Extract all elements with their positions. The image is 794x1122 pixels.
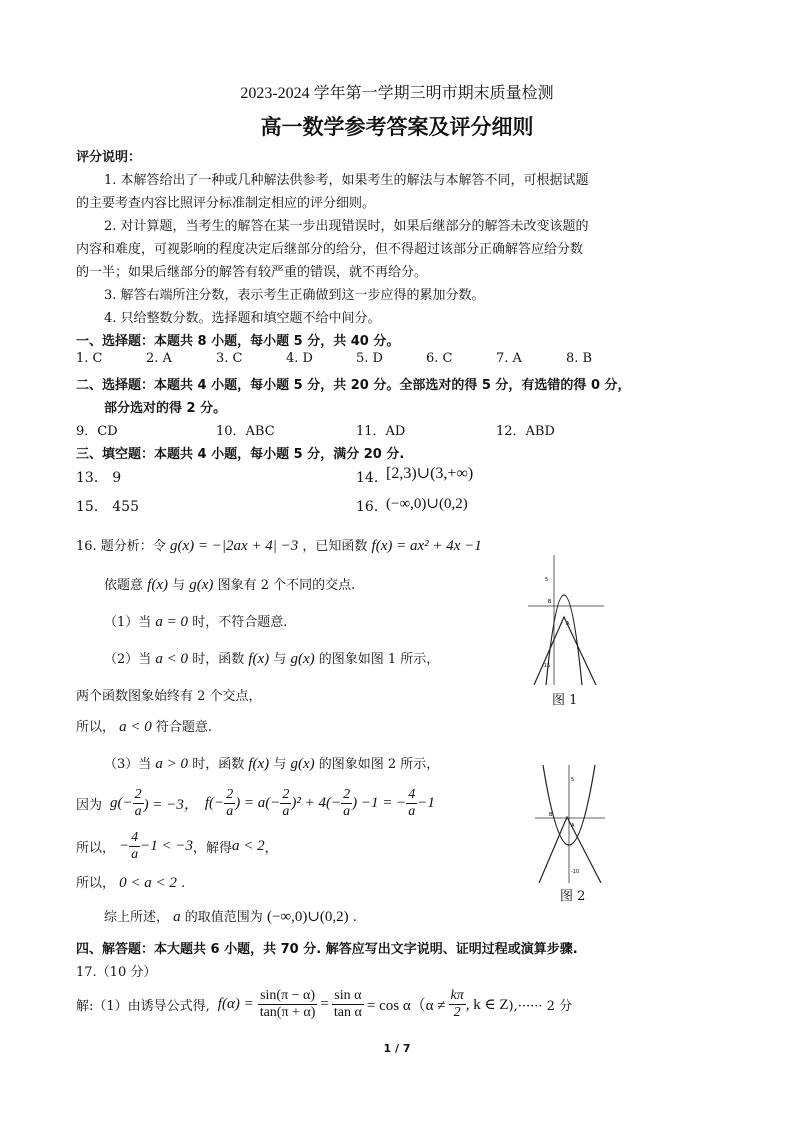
denominator: a [226,803,234,819]
text: （2）当 [104,652,152,667]
f-symbol: f(x) [248,756,270,772]
fraction-k-pi-over-2 [449,988,466,1021]
denominator: a [282,803,290,819]
note-1-line-b: 的主要考查内容比照评分标准制定相应的评分细则。 [76,196,376,211]
math: )² + 4(− [291,794,342,811]
math: ) = a(− [235,794,281,811]
q17-solution-line [76,982,572,1026]
answer-4: 4. D [286,351,313,366]
fraction-2-over-a [341,787,352,820]
denominator: a [408,803,416,819]
fraction-2-over-a [280,787,291,820]
because-line [76,783,435,823]
answer-3: 3. C [216,351,243,366]
numerator: 2 [134,786,142,802]
answer-14-label: 14． [356,470,388,486]
text: 符合题意. [155,720,213,735]
note-4: 4. 只给整数分数。选择题和填空题不给中间分。 [104,311,381,326]
text: 依题意 [104,578,144,593]
text: （3）当 [104,757,152,772]
math: a < 2 [232,837,265,854]
figure-2-graph [535,765,605,883]
text: 图象有 2 个不同的交点. [217,578,356,593]
answer-7: 7. A [496,351,522,366]
text: ，解得 [193,840,233,856]
note-2-line-c: 的一半；如果后继部分的解答有较严重的错误，就不再给分。 [76,265,428,280]
numerator: sin α [332,988,364,1005]
answer-15: 15． 455 [76,499,139,515]
answer-12: 12．ABD [496,424,555,439]
so-line-2 [76,872,185,892]
analysis-intro [76,535,482,555]
tick-label: 5 [545,577,549,583]
condition: a > 0 [155,756,189,772]
numerator: 2 [226,786,234,802]
point-label: B [549,812,553,818]
math: − [119,837,130,854]
v-shaped-curve [534,617,596,685]
text: 与 [273,652,287,667]
tick-label: 5 [571,777,575,783]
text: 的图象如图 1 所示， [318,652,440,667]
so-line-1 [76,826,278,866]
text: 时，不符合题意. [192,615,288,630]
numerator: kπ [450,987,464,1003]
point-label: A [566,621,570,627]
answer-9: 9．CD [76,424,118,439]
fraction-2-over-a [224,787,235,820]
condition: a < 0 [119,719,152,735]
math: f(α) = [217,995,254,1012]
exam-title: 2023-2024 学年第一学期三明市期末质量检测 [240,85,554,102]
answer-8: 8. B [566,351,593,366]
text: 与 [273,757,287,772]
answer-16: (−∞,0)∪(0,2) [386,496,468,512]
section-2-heading-b: 部分选对的得 2 分。 [104,401,227,416]
case-2 [104,648,439,668]
text: 与 [172,578,186,593]
case-2-line-2: 两个函数图象始终有 2 个交点， [76,689,262,704]
denominator: a [134,803,142,819]
figure-2-caption: 图 2 [560,889,586,904]
text: 的图象如图 2 所示， [318,757,440,772]
fraction-sin-over-tan [258,988,318,1021]
text: . [352,910,357,925]
math: , k ∈ Z [465,996,509,1013]
numerator: 2 [343,786,351,802]
numerator: sin(π − α) [258,988,318,1005]
math: a [173,909,181,925]
section-3-heading: 三、填空题：本题共 4 小题，每小题 5 分，满分 20 分. [76,447,405,462]
math: −1 < −3 [140,837,194,854]
figure-1-caption: 图 1 [552,693,578,708]
math: g(− [110,794,133,811]
math: (−∞,0)∪(0,2) [266,909,349,925]
g-symbol: g(x) [290,756,315,772]
math: = [320,995,329,1012]
answer-1: 1. C [76,351,103,366]
denominator: a [343,803,351,819]
page-number: 1 / 7 [383,1042,411,1055]
figure-1-graph [528,555,604,685]
f-symbol: f(x) [248,651,270,667]
answer-16-label: 16． [356,499,388,515]
notes-heading: 评分说明： [76,150,142,165]
math: ) = −3， [143,796,199,813]
note-1-line-a: 1. 本解答给出了一种或几种解法供参考，如果考生的解法与本解答不同，可根据试题 [104,173,589,188]
tick-label: -15 [542,663,551,669]
math: f(− [204,794,225,811]
denominator: tan(π + α) [259,1004,316,1020]
tick-label: -10 [571,869,580,875]
text: . [181,876,186,891]
text: 综上所述， [104,910,170,925]
analysis-intro-text-2: ，已知函数 [302,539,368,554]
math: 0 < a < 2 [119,875,177,891]
note-2-line-b: 内容和难度，可视影响的程度决定后继部分的给分，但不得超过该部分正确解答应给分数 [76,242,584,257]
g-symbol: g(x) [290,651,315,667]
answer-13: 13． 9 [76,470,122,486]
f-symbol: f(x) [147,577,168,593]
fraction-sin-over-tan-simplified [332,988,364,1021]
fraction-4-over-a [406,787,417,820]
f-function-definition: f(x) = ax² + 4x −1 [371,538,482,554]
analysis-intro-text: 16. 题分析：令 [76,539,166,554]
case-3 [104,753,439,773]
document-title: 高一数学参考答案及评分细则 [260,115,534,139]
fraction-2-over-a [133,787,144,820]
point-label: B [548,599,552,605]
v-shaped-curve [539,817,601,883]
question-17-title: 17.（10 分） [76,965,157,980]
note-3: 3. 解答右端所注分数，表示考生正确做到这一步应得的累加分数。 [104,288,485,303]
text: 时，函数 [192,652,245,667]
section-4-heading: 四、解答题：本大题共 6 小题，共 70 分. 解答应写出文字说明、证明过程或演算步骤. [76,942,578,957]
condition: a < 0 [155,651,189,667]
case-1 [104,611,287,631]
answer-6: 6. C [426,351,453,366]
math: = cos α（α ≠ [366,997,446,1014]
text: 时，函数 [192,757,245,772]
text: 的取值范围为 [184,910,263,925]
note-2-line-a: 2. 对计算题，当考生的解答在某一步出现错误时，如果后继部分的解答未改变该题的 [104,219,589,234]
math: −1 [417,794,435,811]
answer-10: 10．ABC [216,424,275,439]
case-2-line-3 [76,716,212,736]
numerator: 4 [131,829,139,845]
text: 所以， [76,840,116,856]
numerator: 2 [282,786,290,802]
math: ) −1 = − [352,794,407,811]
answer-14: [2,3)∪(3,+∞) [386,465,474,482]
answer-2: 2. A [146,351,172,366]
analysis-line-1 [104,574,355,594]
section-2-heading-a: 二、选择题：本题共 4 小题，每小题 5 分，共 20 分。全部选对的得 5 分，有选错的得 0 分， [76,378,631,393]
text: 所以， [76,876,116,891]
text: ， [264,840,278,856]
parabola-curve [546,595,582,685]
answer-11: 11．AD [356,424,406,439]
g-function-definition: g(x) = −|2ax + 4| −3 [169,538,299,554]
condition: a = 0 [155,614,189,630]
numerator: 4 [408,786,416,802]
denominator: 2 [453,1004,461,1020]
fraction-4-over-a [129,830,140,863]
summary-line [104,906,357,926]
answer-5: 5. D [356,351,383,366]
text: 因为 [76,797,103,813]
text: 所以， [76,720,116,735]
text: （1）当 [104,615,152,630]
text: 解:（1）由诱导公式得, [76,998,210,1014]
denominator: tan α [333,1004,362,1020]
point-label: A [571,823,575,829]
g-symbol: g(x) [189,577,214,593]
score-note: ),······ 2 分 [508,998,573,1014]
section-1-heading: 一、选择题：本题共 8 小题，每小题 5 分，共 40 分。 [76,334,400,349]
denominator: a [131,846,139,862]
